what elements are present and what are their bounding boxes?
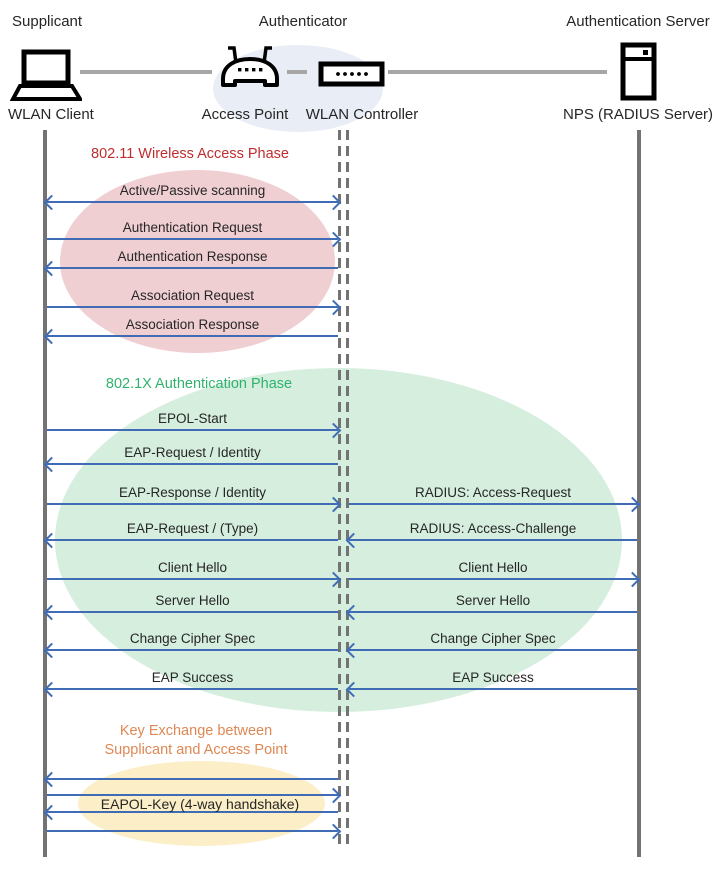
arrow-line <box>47 238 338 240</box>
message-label: RADIUS: Access-Request <box>414 485 572 500</box>
connector-line-left <box>80 70 212 74</box>
role-label-authenticator: Authenticator <box>258 13 348 30</box>
message-label: Change Cipher Spec <box>129 631 256 646</box>
arrow-line <box>47 267 338 269</box>
message-label: EAP-Response / Identity <box>118 485 267 500</box>
arrow-line <box>47 429 338 431</box>
message-label: EAP-Request / (Type) <box>126 521 259 536</box>
laptop-icon <box>10 48 82 103</box>
message-label: Active/Passive scanning <box>119 183 266 198</box>
arrow-line <box>47 306 338 308</box>
message-label: Authentication Request <box>122 220 263 235</box>
arrow-line <box>349 578 637 580</box>
role-label-auth-server: Authentication Server <box>566 13 710 30</box>
connector-line-right <box>388 70 607 74</box>
message-label: EAP Success <box>452 670 534 685</box>
message-eap-request-type <box>47 520 338 541</box>
phase-title-key-exchange <box>96 722 296 760</box>
wlan-controller-icon <box>318 61 385 87</box>
arrow-line <box>47 611 338 613</box>
arrow-line <box>47 463 338 465</box>
message-client-hello-left <box>47 559 338 580</box>
arrow-line <box>47 688 338 690</box>
message-label: EAP Success <box>151 670 234 685</box>
message-eap-success-right <box>349 669 637 690</box>
message-authentication-request <box>47 219 338 240</box>
message-label: EAP-Request / Identity <box>124 445 261 460</box>
message-radius-access-request <box>349 484 637 505</box>
lifeline-server <box>637 130 641 857</box>
arrow-line <box>47 649 338 651</box>
handshake-arrow-1 <box>47 778 338 780</box>
message-label: Authentication Response <box>117 249 268 264</box>
message-label: Client Hello <box>458 560 528 575</box>
phase-title-80211: 802.11 Wireless Access Phase <box>91 146 289 162</box>
device-label-access-point: Access Point <box>201 106 289 123</box>
phase-title-key-exchange-line1: Key Exchange between <box>119 723 273 739</box>
message-label: EPOL-Start <box>157 411 228 426</box>
message-change-cipher-spec-right <box>349 630 637 651</box>
message-label: Association Request <box>130 288 255 303</box>
phase-title-key-exchange-line2: Supplicant and Access Point <box>104 742 288 758</box>
device-label-nps: NPS (RADIUS Server) <box>563 106 713 123</box>
message-eap-request-identity <box>47 444 338 465</box>
message-association-request <box>47 287 338 308</box>
access-point-icon <box>219 43 281 99</box>
arrow-line <box>47 578 338 580</box>
arrow-line <box>349 611 637 613</box>
role-label-supplicant: Supplicant <box>12 13 83 30</box>
message-active-passive-scanning <box>47 182 338 203</box>
message-client-hello-right <box>349 559 637 580</box>
arrow-line <box>349 503 637 505</box>
message-label: Server Hello <box>155 593 230 608</box>
message-eap-response-identity <box>47 484 338 505</box>
message-label: Association Response <box>125 317 260 332</box>
phase-title-8021x: 802.1X Authentication Phase <box>105 376 293 392</box>
message-radius-access-challenge <box>349 520 637 541</box>
arrow-line <box>349 649 637 651</box>
device-label-wlan-client: WLAN Client <box>8 106 94 123</box>
message-label: Server Hello <box>455 593 531 608</box>
message-label: Client Hello <box>157 560 228 575</box>
message-association-response <box>47 316 338 337</box>
arrow-line <box>47 335 338 337</box>
device-label-wlan-controller: WLAN Controller <box>305 106 419 123</box>
arrow-line <box>349 688 637 690</box>
message-server-hello-right <box>349 592 637 613</box>
arrow-line <box>47 830 338 832</box>
connector-line-middle <box>287 70 307 74</box>
message-eap-success-left <box>47 669 338 690</box>
message-authentication-response <box>47 248 338 269</box>
arrow-line <box>47 539 338 541</box>
arrow-line <box>349 539 637 541</box>
message-server-hello-left <box>47 592 338 613</box>
message-change-cipher-spec-left <box>47 630 338 651</box>
arrow-line <box>47 503 338 505</box>
handshake-arrow-4 <box>47 830 338 832</box>
arrow-line <box>47 778 338 780</box>
server-icon <box>620 42 657 101</box>
message-epol-start <box>47 410 338 431</box>
handshake-label: EAPOL-Key (4-way handshake) <box>100 796 300 812</box>
message-label: Change Cipher Spec <box>430 631 556 646</box>
message-label: RADIUS: Access-Challenge <box>409 521 577 536</box>
arrow-line <box>47 201 338 203</box>
